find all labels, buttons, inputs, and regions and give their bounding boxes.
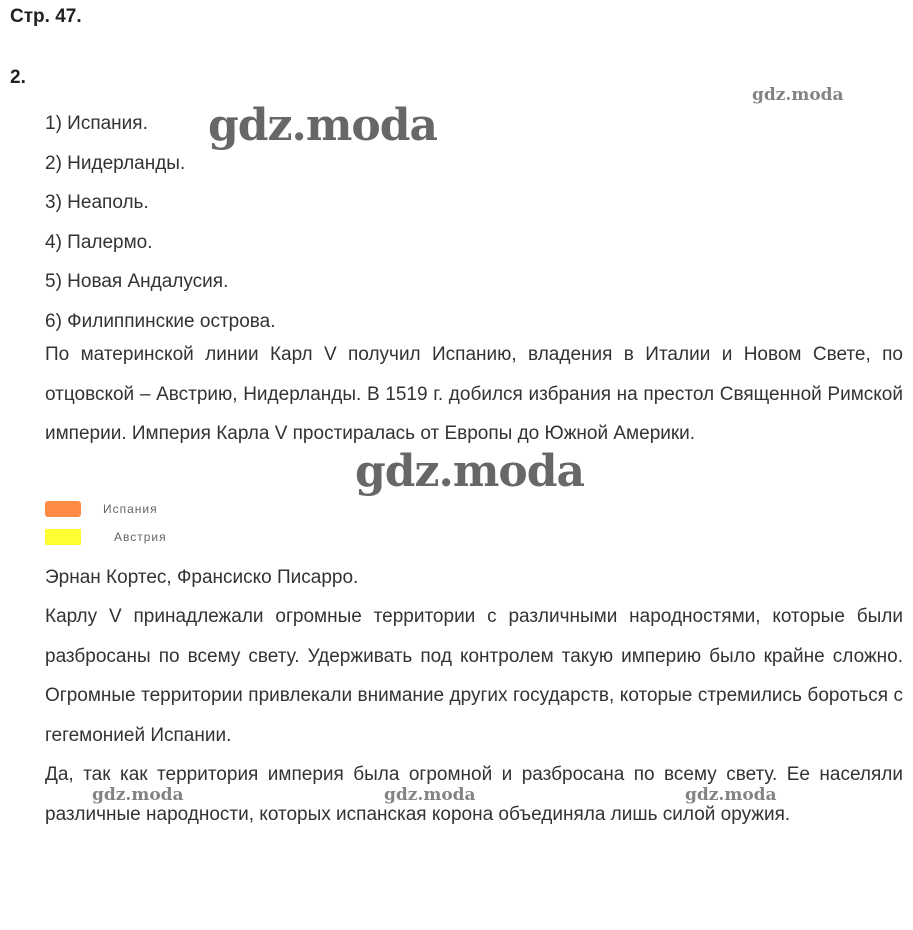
paragraph-territories: Карлу V принадлежали огромные территории с различными народностями, которые были разбросаны по всему свету. Удерживать под контролем такую империю было крайне сложно. Огромные территории привлекали внимание других государств, которые стремились бороться с гегемонией Испании. — [45, 606, 903, 746]
list-item: 1) Испания. — [45, 113, 148, 134]
legend-swatch-yellow — [45, 529, 81, 545]
watermark-logo: gdz.moda — [208, 100, 438, 151]
list-item: 6) Филиппинские острова. — [45, 310, 276, 332]
list-item: 2) Нидерланды. — [45, 152, 186, 174]
list-item: 3) Неаполь. — [45, 192, 149, 214]
watermark-logo: gdz.moda — [752, 85, 844, 105]
task-number: 2. — [10, 67, 26, 88]
paragraph-inheritance: По материнской линии Карл V получил Испанию, владения в Италии и Новом Свете, по отцовской – Австрию, Нидерланды. В 1519 г. добился избрания на престол Священной Римской империи. Империя Карла V простиралась от Европы до Южной Америки. — [45, 344, 903, 445]
legend-swatch-orange — [45, 501, 81, 517]
list-item: 5) Новая Андалусия. — [45, 271, 229, 293]
legend-item-spain — [45, 501, 158, 517]
legend-item-austria — [45, 529, 167, 545]
watermark-logo: gdz.moda — [355, 446, 585, 497]
paragraph-conclusion: Да, так как территория империя была огромной и разбросана по всему свету. Ее населяли различные народности, которых испанская корона объединяла лишь силой оружия. — [45, 764, 903, 825]
watermark-logo: gdz.moda — [384, 785, 476, 805]
list-item: 4) Палермо. — [45, 231, 153, 253]
legend-label: Испания — [103, 502, 158, 516]
paragraph-conquistadors: Эрнан Кортес, Франсиско Писарро. — [45, 567, 359, 588]
watermark-logo: gdz.moda — [685, 785, 777, 805]
watermark-logo: gdz.moda — [92, 785, 184, 805]
legend-label: Австрия — [114, 530, 167, 544]
page-number: Стр. 47. — [10, 6, 82, 27]
